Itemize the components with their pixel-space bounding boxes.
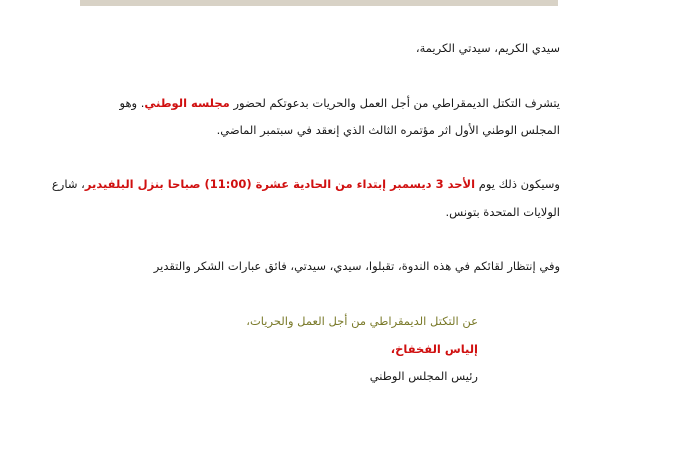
paragraph-2-line-1 bbox=[52, 176, 560, 192]
closing-paragraph: وفي إنتظار لقائكم في هذه الندوة، تقبلوا، سيدي، سيدتي، فائق عبارات الشكر والتقدير bbox=[153, 259, 560, 273]
salutation: سيدي الكريم، سيدتي الكريمة، bbox=[415, 41, 560, 55]
paragraph-1-tail: . وهو bbox=[119, 96, 145, 110]
paragraph-1-text: يتشرف التكتل الديمقراطي من أجل العمل والحريات بدعوتكم لحضور bbox=[229, 96, 560, 110]
signature-name: إلياس الفخفاخ، bbox=[390, 342, 478, 356]
event-date-highlight: الأحد 3 ديسمبر إبتداء من الحادية عشرة (11:00) صباحا بنزل البلفيدير bbox=[84, 177, 476, 191]
paragraph-1-line-1 bbox=[120, 95, 561, 111]
signature-title: رئيس المجلس الوطني bbox=[369, 369, 478, 383]
paragraph-2-text: وسيكون ذلك يوم bbox=[475, 177, 560, 191]
national-council-highlight: مجلسه الوطني bbox=[144, 96, 230, 110]
paragraph-2-tail: ، شارع bbox=[51, 177, 85, 191]
paragraph-2-line-2: الولايات المتحدة بتونس. bbox=[445, 205, 560, 219]
paragraph-1-line-2: المجلس الوطني الأول اثر مؤتمره الثالث الذي إنعقد في سبتمبر الماضي. bbox=[216, 123, 560, 137]
signature-organization: عن التكتل الديمقراطي من أجل العمل والحريات، bbox=[246, 314, 478, 328]
